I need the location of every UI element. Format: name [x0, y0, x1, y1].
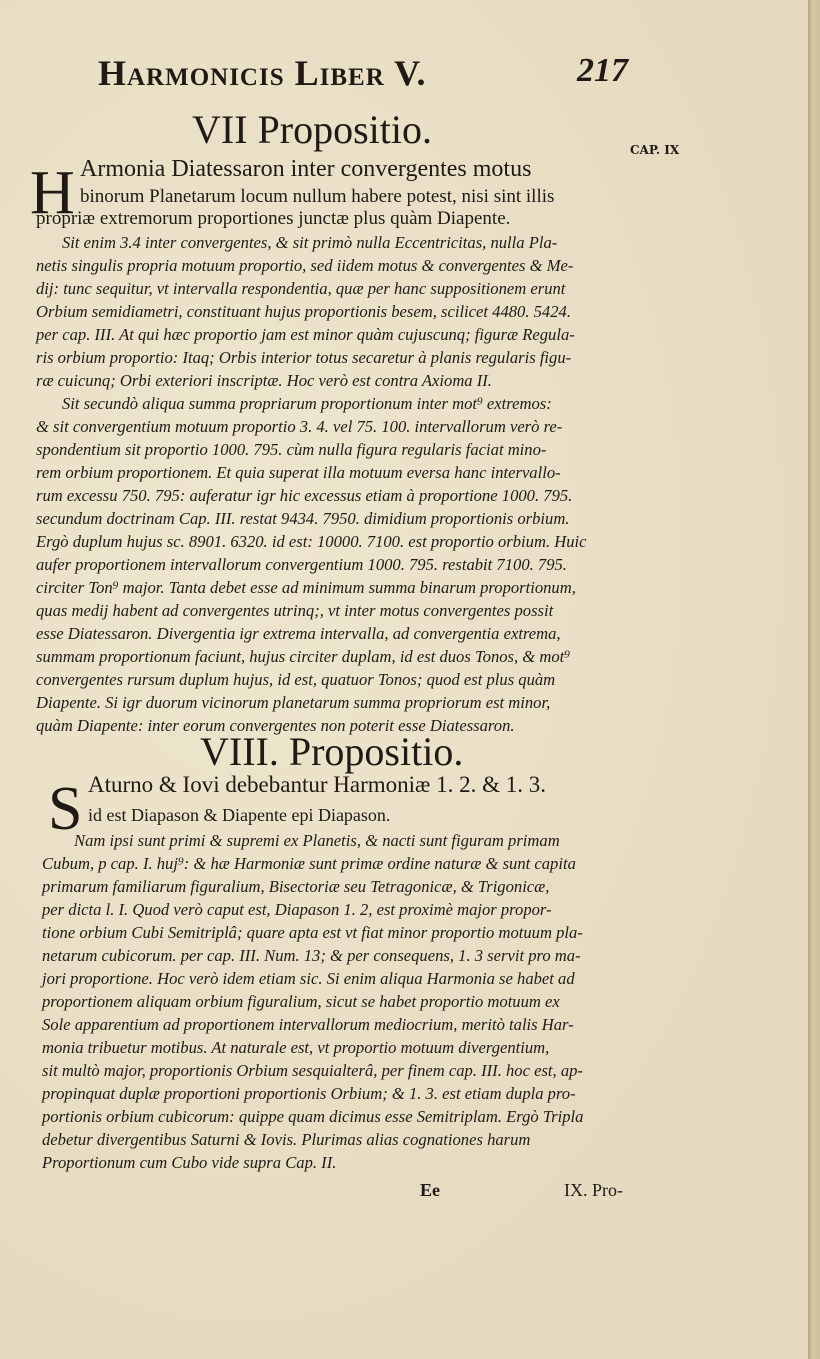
prop8-intro-line: Aturno & Iovi debebantur Harmoniæ 1. 2. & 1. 3.	[88, 772, 547, 797]
running-title: Harmonicis Liber V.	[98, 53, 427, 93]
prop7-intro-line: binorum Planetarum locum nullum habere potest, nisi sint illis	[80, 186, 555, 207]
page-edge	[808, 0, 820, 1359]
prop7-body-line: dij: tunc sequitur, vt intervalla respondentia, quæ per hanc suppositionem erunt	[36, 279, 566, 298]
prop8-body-line: Sole apparentium ad proportionem intervallorum mediocrium, meritò talis Har-	[42, 1015, 574, 1034]
prop7-heading: VII Propositio.	[192, 107, 432, 152]
prop7-body-line: convergentes rursum duplum hujus, id est, quatuor Tonos; quod est plus quàm	[36, 670, 556, 689]
prop7-body-line: circiter Ton⁹ major. Tanta debet esse ad minimum summa binarum proportionum,	[36, 578, 576, 597]
prop8-body-line: sit multò major, proportionis Orbium sesquialterâ, per finem cap. III. hoc est, ap-	[42, 1061, 583, 1080]
prop7-body-line: spondentium sit proportio 1000. 795. cùm nulla figura regularis faciat mino-	[36, 440, 547, 459]
prop7-body-line: rem orbium proportionem. Et quia superat illa motuum eversa hanc intervallo-	[36, 463, 561, 482]
prop8-body-line: propinquat duplæ proportioni proportionis Orbium; & 1. 3. est etiam dupla pro-	[42, 1084, 576, 1103]
prop7-body-line: ris orbium proportio: Itaq; Orbis interior totus secaretur à planis regularis figu-	[36, 348, 572, 367]
prop7-body-line: Sit enim 3.4 inter convergentes, & sit primò nulla Eccentricitas, nulla Pla-	[62, 233, 558, 252]
prop8-body-line: jori proportione. Hoc verò idem etiam sic. Si enim aliqua Harmonia se habet ad	[42, 969, 575, 988]
prop8-heading: VIII. Propositio.	[200, 729, 464, 774]
margin-note: CAP. IX	[630, 143, 680, 157]
prop7-body-line: quàm Diapente: inter eorum convergentes non poterit esse Diatessaron.	[36, 716, 515, 735]
prop7-intro-line: propriæ extremorum proportiones junctæ plus quàm Diapente.	[36, 208, 511, 229]
prop7-body-line: per cap. III. At qui hæc proportio jam est minor quàm cujuscunq; figuræ Regula-	[36, 325, 575, 344]
page-header	[98, 52, 628, 96]
prop7-body-line: Orbium semidiametri, constituant hujus proportionis besem, scilicet 4480. 5424.	[36, 302, 571, 321]
prop7-body-line: aufer proportionem intervallorum convergentium 1000. 795. restabit 7100. 795.	[36, 555, 567, 574]
prop7-body-line: Diapente. Si igr duorum vicinorum planetarum summa propriorum est minor,	[36, 693, 551, 712]
prop8-body-line: monia tribuetur motibus. At naturale est, vt proportio motuum divergentium,	[42, 1038, 550, 1057]
prop7-body-line: ræ cuicunq; Orbi exteriori inscriptæ. Hoc verò est contra Axioma II.	[36, 371, 492, 390]
prop7-body-line: netis singulis propria motuum proportio, sed iidem motus & convergentes & Me-	[36, 256, 574, 275]
prop8-body-line: portionis orbium cubicorum: quippe quam dicimus esse Semitriplam. Ergò Tripla	[42, 1107, 584, 1126]
prop8-intro-line: id est Diapason & Diapente epi Diapason.	[88, 805, 391, 825]
prop7-body-line: summam proportionum faciunt, hujus circiter duplam, id est duos Tonos, & mot⁹	[36, 647, 571, 666]
prop7-body-line: & sit convergentium motuum proportio 3. 4. vel 75. 100. intervallorum verò re-	[36, 417, 563, 436]
signature-mark: Ee	[420, 1180, 440, 1200]
prop7-body-line: secundum doctrinam Cap. III. restat 9434. 7950. dimidium proportionis orbium.	[36, 509, 570, 528]
prop8-body-line: Cubum, p cap. I. huj⁹: & hæ Harmoniæ sunt primæ ordine naturæ & sunt capita	[42, 854, 576, 873]
prop7-dropcap: H	[30, 159, 75, 227]
catchword: IX. Pro-	[564, 1180, 623, 1200]
prop8-body-line: primarum familiarum figuralium, Bisectoriæ seu Tetragonicæ, & Trigonicæ,	[42, 877, 550, 896]
prop8-body-line: netarum cubicorum. per cap. III. Num. 13; & per consequens, 1. 3 servit pro ma-	[42, 946, 581, 965]
prop8-body-line: proportionem aliquam orbium figuralium, sicut se habet proportio motuum ex	[42, 992, 560, 1011]
prop7-body-line: Ergò duplum hujus sc. 8901. 6320. id est: 10000. 7100. est proportio orbium. Huic	[36, 532, 587, 551]
page-number: 217	[577, 52, 628, 89]
prop7-body-line: esse Diatessaron. Divergentia igr extrema intervalla, ad convergentia extrema,	[36, 624, 561, 643]
prop8-body-line: Proportionum cum Cubo vide supra Cap. II.	[42, 1153, 337, 1172]
prop7-intro-line: Armonia Diatessaron inter convergentes motus	[80, 156, 532, 182]
prop8-body-line: debetur divergentibus Saturni & Iovis. Plurimas alias cognationes harum	[42, 1130, 531, 1149]
prop8-dropcap: S	[48, 775, 83, 843]
prop8-body-line: Nam ipsi sunt primi & supremi ex Planetis, & nacti sunt figuram primam	[74, 831, 560, 850]
prop8-body-line: tione orbium Cubi Semitriplâ; quare apta est vt fiat minor proportio motuum pla-	[42, 923, 583, 942]
prop7-body-line: Sit secundò aliqua summa propriarum proportionum inter mot⁹ extremos:	[62, 394, 552, 413]
prop8-body-line: per dicta l. I. Quod verò caput est, Diapason 1. 2, est proximè major propor-	[42, 900, 552, 919]
prop7-body-line: quas medij habent ad convergentes utrinq;, vt inter motus convergentes possit	[36, 601, 554, 620]
prop7-body-line: rum excessu 750. 795: auferatur igr hic excessus etiam à proportione 1000. 795.	[36, 486, 573, 505]
